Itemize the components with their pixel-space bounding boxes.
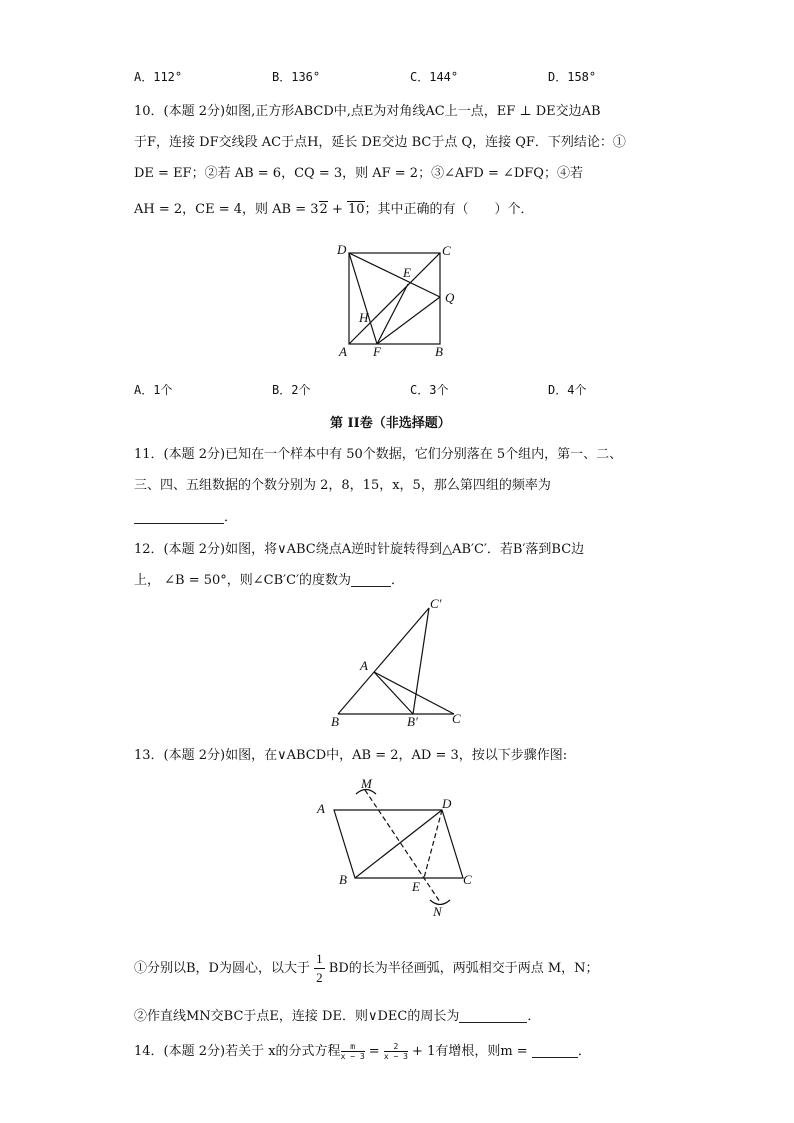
- q10-figure: [330, 240, 465, 360]
- q14-line: [134, 1040, 591, 1061]
- q12-line2: [134, 569, 404, 588]
- label-C: C: [442, 243, 451, 258]
- label-D: D: [442, 796, 452, 811]
- q14-text-b: + 1有增根，则m =: [407, 1044, 532, 1059]
- fraction-2: [384, 1042, 408, 1061]
- label-A: A: [317, 801, 325, 816]
- fraction-denominator: x − 3: [383, 1052, 408, 1061]
- label-C: C: [452, 711, 461, 726]
- q11-line3-end: ．: [224, 510, 238, 525]
- section-title: 第 II卷（非选择题）: [330, 416, 451, 431]
- q13-step1-a: ①分别以B，D为圆心，以大于: [134, 961, 310, 976]
- label-N: N: [433, 904, 442, 919]
- fraction-m: [341, 1042, 365, 1061]
- label-Bp: B′: [407, 714, 418, 729]
- segment-fq: [377, 297, 440, 344]
- q13-line1: 13．(本题 2分)如图，在∨ABCD中，AB = 2，AD = 3，按以下步骤作图:: [134, 748, 568, 763]
- q12-figure: [326, 592, 476, 730]
- q10-line4-e: ；其中正确的有（ ）个．: [364, 202, 534, 217]
- answer-blank: [459, 1008, 527, 1023]
- sqrt-2: 2: [319, 202, 328, 217]
- label-B: B: [435, 344, 443, 359]
- q12-line1: 12．(本题 2分)如图，将∨ABC绕点A逆时针旋转得到△AB′C′．若B′落到BC边: [134, 542, 585, 557]
- label-B: B: [331, 714, 339, 729]
- answer-blank: [134, 509, 224, 524]
- q11-line3: [134, 506, 237, 525]
- label-A: A: [339, 344, 347, 359]
- answer-blank: [532, 1043, 578, 1058]
- q12-line2-a: 上， ∠B = 50°，则∠CB′C′的度数为: [134, 573, 352, 588]
- segment-abp: [374, 672, 413, 714]
- q10-line4: [134, 198, 534, 217]
- label-Cp: C′: [430, 596, 442, 611]
- choice-d: D．158°: [548, 70, 597, 84]
- q13-step2-b: ．: [527, 1009, 541, 1024]
- q10-choice-c: C．3个: [410, 383, 449, 397]
- q12-line2-b: ．: [391, 573, 405, 588]
- label-M: M: [361, 776, 372, 791]
- q14-text-a: 14．(本题 2分)若关于 x的分式方程: [134, 1044, 341, 1059]
- q10-line4-c: +: [327, 202, 347, 217]
- fraction-numerator: 1: [314, 950, 325, 969]
- q11-line1: 11．(本题 2分)已知在一个样本中有 50个数据，它们分别落在 5个组内，第一、二、: [134, 447, 623, 462]
- segment-de: [424, 810, 442, 878]
- line-mn: [365, 790, 440, 902]
- diagonal-bd: [355, 810, 442, 878]
- label-A: A: [360, 658, 368, 673]
- fraction-numerator: m: [341, 1042, 365, 1052]
- equals-sign: =: [364, 1044, 384, 1059]
- q10-line2: 于F，连接 DF交线段 AC于点H，延长 DE交边 BC于点 Q，连接 QF．下列结论：①: [134, 135, 626, 150]
- q13-step1-b: BD的长为半径画弧，两弧相交于两点 M，N；: [328, 961, 599, 976]
- label-Q: Q: [445, 290, 455, 305]
- label-E: E: [403, 265, 411, 280]
- segment-fe: [377, 284, 408, 344]
- choice-a: A．112°: [134, 70, 183, 84]
- fraction-numerator: 2: [384, 1042, 408, 1052]
- label-E: E: [412, 879, 420, 894]
- q10-line3: DE = EF；②若 AB = 6，CQ = 3，则 AF = 2；③∠AFD = ∠DFQ；④若: [134, 166, 583, 181]
- choice-c: C．144°: [410, 70, 459, 84]
- q14-text-c: ．: [577, 1044, 591, 1059]
- label-H: H: [359, 310, 369, 325]
- label-C: C: [463, 872, 472, 887]
- label-F: F: [373, 344, 381, 359]
- q13-figure: [312, 772, 484, 920]
- label-D: D: [337, 242, 347, 257]
- label-B: B: [339, 872, 347, 887]
- q13-step1: [134, 950, 599, 987]
- q10-choice-d: D．4个: [548, 383, 587, 397]
- choice-b: B．136°: [272, 70, 321, 84]
- fraction-denominator: x − 3: [340, 1052, 365, 1061]
- answer-blank: [351, 572, 391, 587]
- q13-step2: [134, 1005, 540, 1024]
- q10-choice-b: B．2个: [272, 383, 311, 397]
- fraction-one-half: [314, 950, 325, 987]
- q10-line4-a: AH = 2，CE = 4，则 AB = 3: [134, 202, 319, 217]
- q11-line2: 三、四、五组数据的个数分别为 2，8，15，x，5，那么第四组的频率为: [134, 478, 551, 493]
- q10-choice-a: A．1个: [134, 383, 173, 397]
- q10-line1: 10．(本题 2分)如图,正方形ABCD中,点E为对角线AC上一点，EF ⊥ DE交边AB: [134, 104, 601, 119]
- q13-step2-a: ②作直线MN交BC于点E，连接 DE．则∨DEC的周长为: [134, 1009, 460, 1024]
- segment-dq: [349, 253, 440, 297]
- fraction-denominator: 2: [316, 970, 323, 985]
- sqrt-10: 10: [347, 202, 365, 217]
